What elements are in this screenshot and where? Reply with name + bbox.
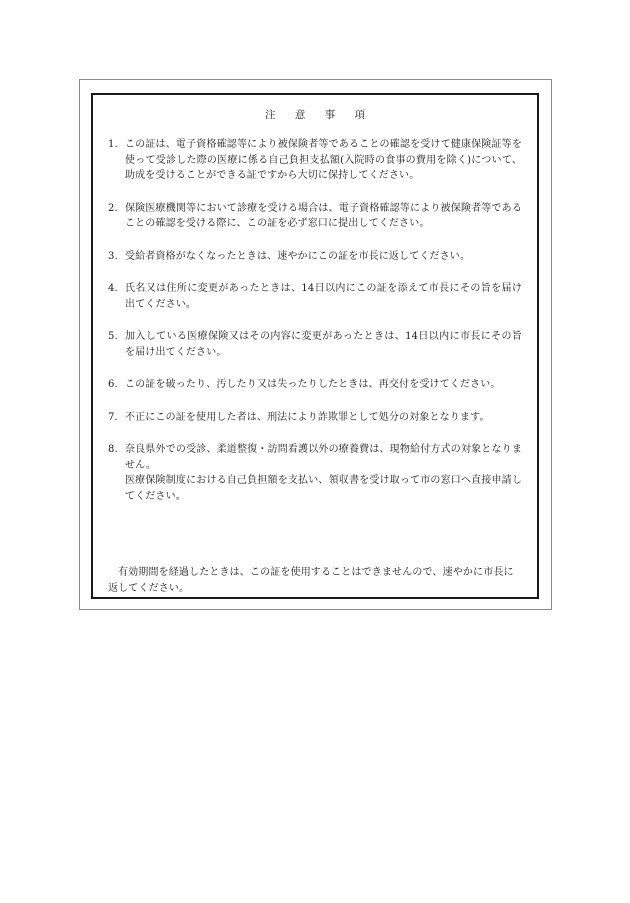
notice-item-text: この証は、電子資格確認等により被保険者等であることの確認を受けて健康保険証等を使って受診した際の医療に係る自己負担支払額(入院時の食事の費用を除く)について、助成を受けることができる証ですから大切に保持してください。 [125, 139, 522, 181]
notice-item-number: 8. [108, 444, 118, 455]
notice-item-7 [108, 410, 522, 426]
notice-item-4 [108, 281, 522, 312]
notice-item-text: 加入している医療保険又はその内容に変更があったときは、14日以内に市長にその旨を届け出てください。 [125, 331, 522, 358]
notice-item-number: 7. [108, 411, 118, 423]
notice-item-text: 保険医療機関等において診療を受ける場合は、電子資格確認等により被保険者等であることの確認を受ける際に、この証を必ず窓口に提出してください。 [125, 202, 522, 229]
notice-item-number: 2. [108, 202, 118, 214]
notice-item-subtext: 医療保険制度における自己負担額を支払い、領収書を受け取って市の窓口へ直接申請してください。 [125, 475, 522, 502]
notice-items-list [108, 137, 522, 521]
notice-item-8 [108, 442, 522, 504]
notice-item-text: 不正にこの証を使用した者は、刑法により詐欺罪として処分の対象となります。 [125, 411, 490, 423]
notice-item-text: 氏名又は住所に変更があったときは、14日以内にこの証を添えて市長にその旨を届け出てください。 [125, 283, 522, 310]
expiry-note: 有効期間を経過したときは、この証を使用することはできませんので、速やかに市長に返してください。 [108, 567, 514, 594]
notice-item-1 [108, 137, 522, 184]
notice-item-number: 5. [108, 331, 118, 342]
notice-item-text: 受給者資格がなくなったときは、速やかにこの証を市長に返してください。 [125, 250, 471, 262]
notice-item-text: この証を破ったり、汚したり又は失ったりしたときは、再交付を受けてください。 [125, 379, 501, 390]
notice-item-text: 奈良県外での受診、柔道整復・訪問看護以外の療養費は、現物給付方式の対象となりません。 [125, 444, 522, 471]
notice-item-6 [108, 377, 522, 393]
notice-item-number: 3. [108, 250, 118, 262]
notice-item-3 [108, 249, 522, 265]
notice-title: 注 意 事 項 [264, 109, 373, 121]
notice-item-number: 4. [108, 283, 118, 294]
notice-item-2 [108, 201, 522, 232]
notice-item-number: 1. [108, 139, 118, 150]
notice-item-number: 6. [108, 379, 118, 390]
notice-item-5 [108, 329, 522, 360]
